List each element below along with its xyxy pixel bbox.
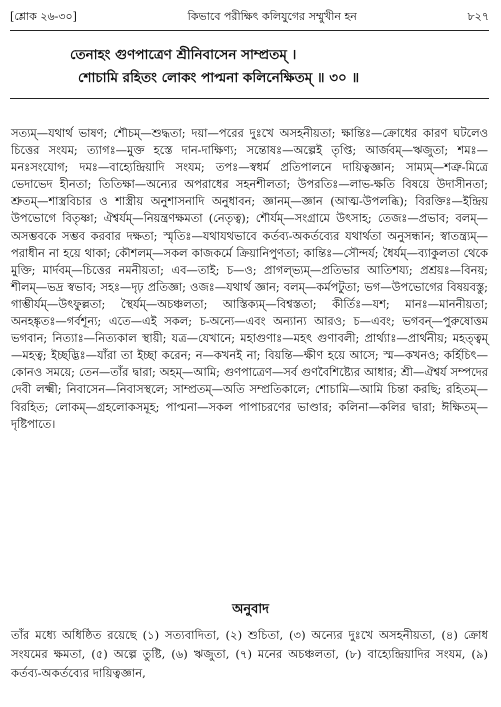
- page-number: ৮২৭: [467, 9, 489, 23]
- verse-line-1: তেনাহং গুণপাত্রেণ শ্রীনিবাসেন সাম্প্রতম্ ।: [70, 47, 297, 63]
- synonyms-text: সত্যম্—যথার্থ ভাষণ; শৌচম্—শুদ্ধতা; দয়া—পরের দুঃখে অসহনীয়তা; ক্ষান্তিঃ—ক্রোধের কারণ ঘটলেও চিত্তের সংযম; ত্যাগঃ—মুক্ত হস্তে দান-দাক্ষিণ্য; সন্তোষঃ—অল্পেই তৃপ্তি; আর্জবম্—ঋজুতা; শমঃ—মনঃসংযোগ; দমঃ—বাহ্যেন্দ্রিয়াদি সংযম; তপঃ—স্বধর্ম প্রতিপালনে দায়িত্বজ্ঞান; সাম্যম্—শত্রু-মিত্রে ভেদাভেদ হীনতা; তিতিক্ষা—অন্যের অপরাধের সহনশীলতা; উপরতিঃ—লাভ-ক্ষতি বিষয়ে উদাসীনতা; শ্রুতম্—শাস্ত্রবিচার ও শাস্ত্রীয় অনুশাসনাদি অনুধাবন; জ্ঞানম্—জ্ঞান (আত্ম-উপলব্ধি); বিরক্তিঃ—ইন্দ্রিয় উপভোগে বিতৃষ্ণা; ঐশ্বর্যম্—নিয়ন্ত্রণক্ষমতা (নেতৃত্ব); শৌর্যম্—সংগ্রামে উৎসাহ; তেজঃ—প্রভাব; বলম্—অসম্ভবকে সম্ভব করবার দক্ষতা; স্মৃতিঃ—যথাযথভাবে কর্তব্য-অকর্তব্যের যথার্থতা অনুসন্ধান; স্বাতন্ত্র্যম্—পরাধীন না হয়ে থাকা; কৌশলম্—সকল কাজকর্মে ক্রিয়ানিপুণতা; কান্তিঃ—সৌন্দর্য; ধৈর্যম্—ব্যাকুলতা থেকে মুক্তি; মার্দবম্—চিত্তের নমনীয়তা; এব—তাই; চ—ও; প্রাগল্ভ্যম্—প্রতিভার আতিশয্য; প্রশ্রয়ঃ—বিনয়; শীলম্—ভদ্র স্বভাব; সহঃ—দৃঢ় প্রতিজ্ঞা; ওজঃ—যথার্থ জ্ঞান; বলম্—কর্মপটুতা; ভগ—উপভোগের বিষয়বস্তু; গাম্ভীর্যম্—উৎফুল্লতা; স্থৈর্যম্—অচঞ্চলতা; আস্তিক্যম্—বিশ্বস্ততা; কীর্তিঃ—যশ; মানঃ—মাননীয়তা; অনহঙ্কৃতঃ—গর্বশূন্য; এতে—এই সকল; চ-অন্যে—এবং অন্যান্য আরও; চ—এবং; ভগবন্—পুরুষোত্তম ভগবান; নিত্যাঃ—নিত্যকাল স্থায়ী; যত্র—যেখানে; মহাগুণাঃ—মহৎ গুণাবলী; প্রার্থ্যাঃ—প্রার্থনীয়; মহত্ত্বম্—মহত্ব; ইচ্ছদ্ভিঃ—যাঁরা তা ইচ্ছা করেন; ন—কখনই না; বিয়ন্তি—ক্ষীণ হয়ে আসে; স্ম—কখনও; কর্হিচিৎ—কোনও সময়ে; তেন—তাঁর দ্বারা; অহম্—আমি; গুণপাত্রেণ—সর্ব গুণবৈশিষ্ট্যের আধার; শ্রী—ঐশ্বর্য সম্পদের দেবী লক্ষ্মী; নিবাসেন—নিবাসস্থলে; সাম্প্রতম্—অতি সম্প্রতিকালে; শোচামি—আমি চিন্তা করছি; রহিতম্—বিরহিত; লোকম্—গ্রহলোকসমূহ; পাপ্মনা—সকল পাপাচরণের ভাণ্ডার; কলিনা—কলির দ্বারা; ঈক্ষিতম্—দৃষ্টিপাতে।: [11, 126, 488, 431]
- verse-rule: [10, 98, 489, 99]
- verse-line-2: শোচামি রহিতং লোকং পাপ্মনা কলিনেক্ষিতম্ ॥ ৩০ ॥: [78, 70, 360, 86]
- translation-section: [11, 626, 488, 683]
- translation-heading: অনুবাদ: [232, 602, 269, 617]
- translation-text: তাঁর মধ্যে অধিষ্ঠিত রয়েছে (১) সত্যবাদিতা, (২) শুচিতা, (৩) অন্যের দুঃখে অসহনীয়তা, (৪) ক্রোধ সংযমের ক্ষমতা, (৫) অল্পে তুষ্টি, (৬) ঋজুতা, (৭) মনের অচঞ্চলতা, (৮) বাহ্যেন্দ্রিয়াদির সংযম, (৯) কর্তব্য-অকর্তব্যের দায়িত্বজ্ঞান,: [11, 628, 488, 680]
- synonyms-section: [11, 125, 488, 433]
- page-header: [10, 6, 489, 28]
- verse-block: [70, 44, 481, 90]
- header-verse-range: [শ্লোক ২৬-৩০]: [10, 9, 77, 23]
- header-chapter-title: কিভাবে পরীক্ষিৎ কলিযুগের সম্মুখীন হন: [187, 9, 357, 23]
- header-rule: [10, 30, 489, 31]
